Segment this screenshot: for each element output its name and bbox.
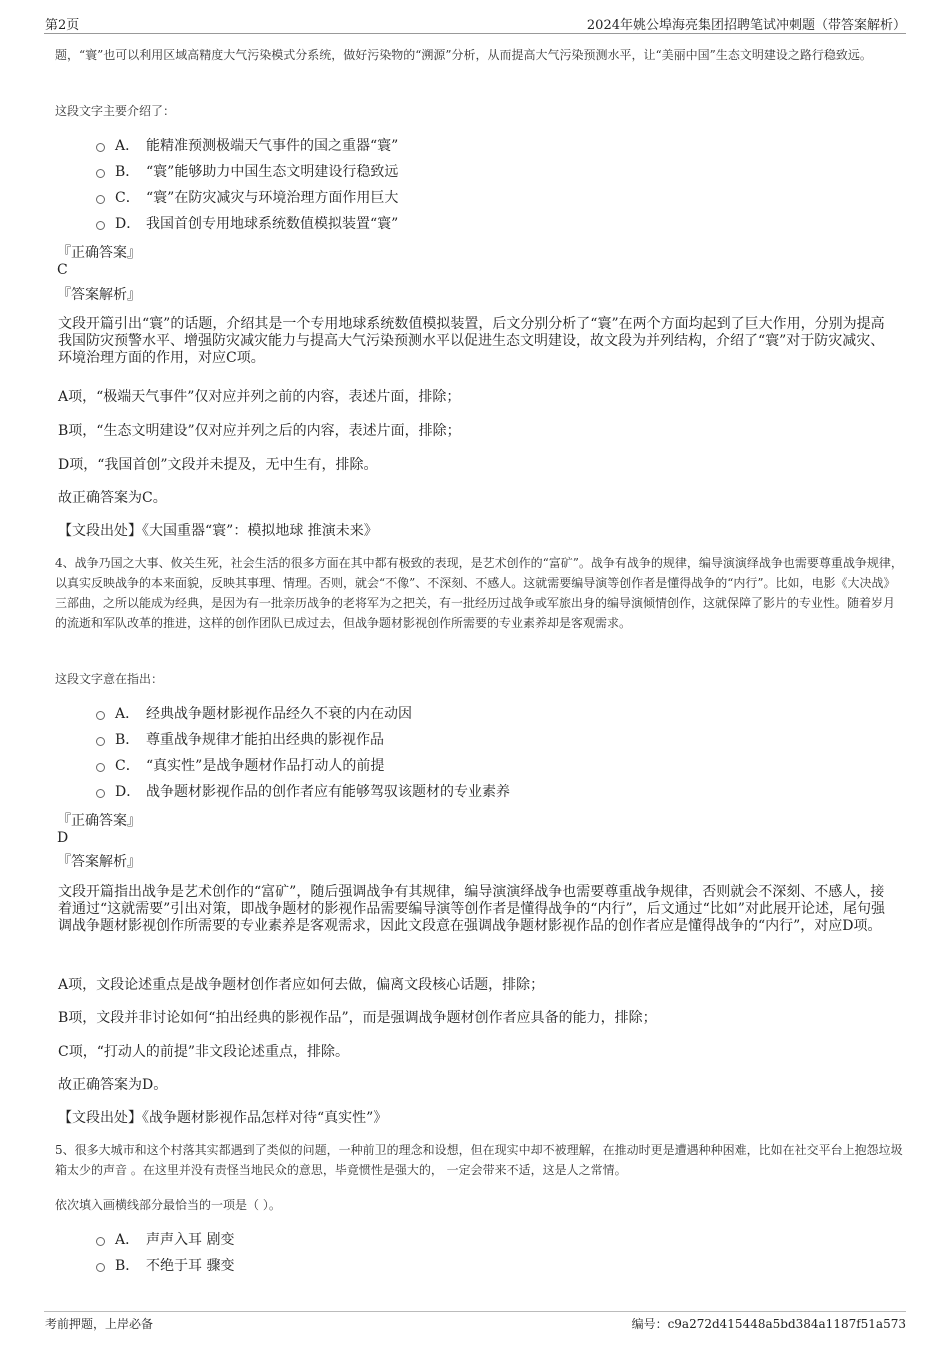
header-divider	[44, 33, 906, 34]
q3-option-c[interactable]	[96, 184, 398, 210]
option-letter: A．	[115, 1232, 140, 1248]
option-letter: B．	[115, 1258, 140, 1274]
document-title: 2024年姚公埠海亮集团招聘笔试冲刺题（带答案解析）	[586, 18, 906, 33]
radio-icon[interactable]	[96, 195, 105, 204]
question-5-prompt: 依次填入画横线部分最恰当的一项是（ ）。	[55, 1198, 281, 1212]
document-id: 编号：c9a272d415448a5bd384a1187f51a573	[631, 1317, 906, 1331]
q4-option-b[interactable]	[96, 726, 384, 752]
option-text: 尊重战争规律才能拍出经典的影视作品	[146, 732, 384, 748]
q3-option-d[interactable]	[96, 210, 398, 236]
q3-option-b[interactable]	[96, 158, 398, 184]
q3-answer-label: 『正确答案』	[57, 245, 141, 261]
option-letter: C．	[115, 190, 140, 206]
option-text: 不绝于耳 骤变	[146, 1258, 235, 1274]
radio-icon[interactable]	[96, 789, 105, 798]
option-text: “真实性”是战争题材作品打动人的前提	[146, 758, 385, 774]
option-letter: B．	[115, 732, 140, 748]
option-text: 经典战争题材影视作品经久不衰的内在动因	[146, 706, 412, 722]
q3-option-a[interactable]	[96, 132, 398, 158]
radio-icon[interactable]	[96, 1237, 105, 1246]
q4-analysis: 文段开篇指出战争是艺术创作的“富矿”，随后强调战争有其规律，编导演演绎战争也需要尊重战争规律，否则就会不深刻、不感人，接着通过“这就需要”引出对策，即战争题材的影视作品需要编导演等创作者是懂得战争的“内行”，后文通过“比如”对此展开论述，尾句强调战争题材影视创作所需要的专业素养是客观需求，因此文段意在强调战争题材影视作品的创作者应是懂得战争的“内行”，对应D项。	[58, 884, 885, 934]
q4-analysis-line: B项，文段并非讨论如何“拍出经典的影视作品”，而是强调战争题材创作者应具备的能力，排除；	[58, 1010, 657, 1026]
q3-analysis-line: A项，“极端天气事件”仅对应并列之前的内容，表述片面，排除；	[58, 389, 461, 405]
option-text: 战争题材影视作品的创作者应有能够驾驭该题材的专业素养	[146, 784, 510, 800]
q5-option-a[interactable]	[96, 1226, 234, 1252]
option-text: 声声入耳 剧变	[146, 1232, 235, 1248]
q3-analysis-line: B项，“生态文明建设”仅对应并列之后的内容，表述片面，排除；	[58, 423, 461, 439]
radio-icon[interactable]	[96, 221, 105, 230]
footer-slogan: 考前押题，上岸必备	[45, 1317, 154, 1331]
q3-answer: C	[57, 262, 68, 278]
radio-icon[interactable]	[96, 143, 105, 152]
question-5-text: 5、很多大城市和这个村落其实都遇到了类似的问题，一种前卫的理念和设想，但在现实中却不被理解，在推动时更是遭遇种种困难，比如在社交平台上抱怨垃圾箱太少的声音 。在这里并没有责怪当地民众的意思，毕竟惯性是强大的， 一定会带来不适，这是人之常情。	[55, 1143, 903, 1177]
q4-analysis-line: A项，文段论述重点是战争题材创作者应如何去做，偏离文段核心话题，排除；	[58, 977, 545, 993]
option-letter: A．	[115, 706, 140, 722]
q4-analysis-line: C项，“打动人的前提”非文段论述重点，排除。	[58, 1044, 350, 1060]
question-4-prompt: 这段文字意在指出：	[55, 672, 164, 686]
q3-source: 【文段出处】《大国重器“寰”：模拟地球 推演未来》	[58, 523, 378, 539]
option-letter: D．	[115, 784, 141, 800]
q4-source: 【文段出处】《战争题材影视作品怎样对待“真实性”》	[58, 1110, 388, 1126]
q4-answer-label: 『正确答案』	[57, 813, 141, 829]
q4-answer: D	[57, 830, 69, 846]
option-text: “寰”能够助力中国生态文明建设行稳致远	[146, 164, 399, 180]
question-3-text-tail: 题，“寰”也可以利用区域高精度大气污染模式分系统，做好污染物的“溯源”分析，从而提高大气污染预测水平，让“美丽中国”生态文明建设之路行稳致远。	[55, 48, 872, 62]
option-text: 我国首创专用地球系统数值模拟装置“寰”	[146, 216, 399, 232]
q3-conclusion: 故正确答案为C。	[58, 490, 167, 506]
option-letter: D．	[115, 216, 141, 232]
footer-divider	[44, 1311, 906, 1312]
q4-option-c[interactable]	[96, 752, 384, 778]
radio-icon[interactable]	[96, 711, 105, 720]
option-letter: B．	[115, 164, 140, 180]
page-number: 第2页	[45, 18, 80, 33]
option-text: 能精准预测极端天气事件的国之重器“寰”	[146, 138, 399, 154]
q4-analysis-label: 『答案解析』	[57, 854, 141, 870]
q3-analysis-line: D项，“我国首创”文段并未提及，无中生有，排除。	[58, 457, 378, 473]
radio-icon[interactable]	[96, 737, 105, 746]
q4-option-a[interactable]	[96, 700, 412, 726]
option-letter: A．	[115, 138, 140, 154]
question-4-text: 4、战争乃国之大事、攸关生死，社会生活的很多方面在其中都有极致的表现，是艺术创作的“富矿”。战争有战争的规律，编导演演绎战争也需要尊重战争规律，以真实反映战争的本来面貌，反映其事理、情理。否则，就会“不像”、不深刻、不感人。这就需要编导演等创作者是懂得战争的“内行”。比如，电影《大决战》三部曲，之所以能成为经典，是因为有一批亲历战争的老将军为之把关，有一批经历过战争或军旅出身的编导演倾情创作，这就保障了影片的专业性。随着岁月的流逝和军队改革的推进，这样的创作团队已成过去，但战争题材影视创作所需要的专业素养却是客观需求。	[55, 556, 903, 630]
q5-option-b[interactable]	[96, 1252, 234, 1278]
q4-option-d[interactable]	[96, 778, 510, 804]
radio-icon[interactable]	[96, 763, 105, 772]
option-letter: C．	[115, 758, 140, 774]
radio-icon[interactable]	[96, 169, 105, 178]
q3-analysis-label: 『答案解析』	[57, 287, 141, 303]
q4-conclusion: 故正确答案为D。	[58, 1077, 168, 1093]
question-3-prompt: 这段文字主要介绍了：	[55, 104, 176, 118]
q3-analysis: 文段开篇引出“寰”的话题，介绍其是一个专用地球系统数值模拟装置，后文分别分析了“寰”在两个方面均起到了巨大作用，分别为提高我国防灾预警水平、增强防灾减灾能力与提高大气污染预测水平以促进生态文明建设，故文段为并列结构，介绍了“寰”对于防灾减灾、环境治理方面的作用，对应C项。	[58, 316, 885, 366]
option-text: “寰”在防灾减灾与环境治理方面作用巨大	[146, 190, 399, 206]
radio-icon[interactable]	[96, 1263, 105, 1272]
